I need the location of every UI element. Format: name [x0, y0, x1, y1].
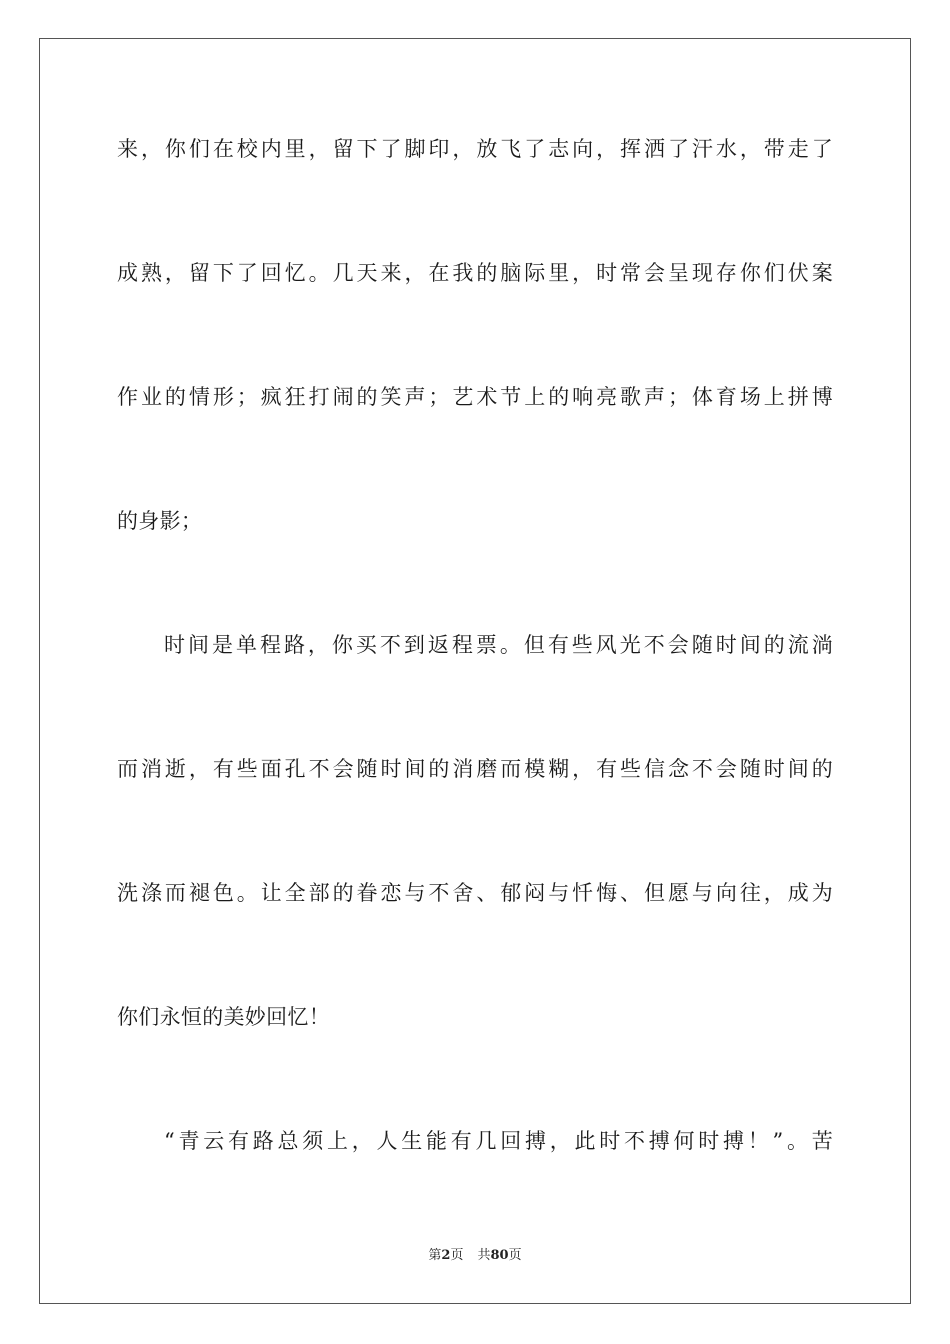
text-line-8: 你们永恒的美妙回忆！ — [117, 1005, 330, 1029]
footer-total-suffix: 页 — [508, 1248, 522, 1263]
page-border — [39, 38, 911, 1304]
footer-page-suffix: 页 — [450, 1248, 464, 1263]
text-line-1: 来，你们在校内里，留下了脚印，放飞了志向，挥洒了汗水，带走了 — [117, 137, 833, 161]
page-footer — [0, 1247, 950, 1265]
footer-page-prefix: 第 — [428, 1248, 442, 1263]
text-line-3: 作业的情形；疯狂打闹的笑声；艺术节上的响亮歌声；体育场上拼博 — [117, 385, 833, 409]
text-line-5: 时间是单程路，你买不到返程票。但有些风光不会随时间的流淌 — [164, 633, 833, 657]
text-line-9: “青云有路总须上，人生能有几回搏，此时不搏何时搏！”。苦 — [164, 1129, 833, 1153]
text-line-6: 而消逝，有些面孔不会随时间的消磨而模糊，有些信念不会随时间的 — [117, 757, 833, 781]
text-line-2: 成熟，留下了回忆。几天来，在我的脑际里，时常会呈现存你们伏案 — [117, 261, 833, 285]
footer-total-prefix: 共 — [477, 1248, 491, 1263]
footer-page-number: 2 — [441, 1248, 451, 1263]
footer-total-number: 80 — [490, 1248, 509, 1263]
text-line-4: 的身影； — [117, 509, 203, 533]
text-line-7: 洗涤而褪色。让全部的眷恋与不舍、郁闷与忏悔、但愿与向往，成为 — [117, 881, 833, 905]
